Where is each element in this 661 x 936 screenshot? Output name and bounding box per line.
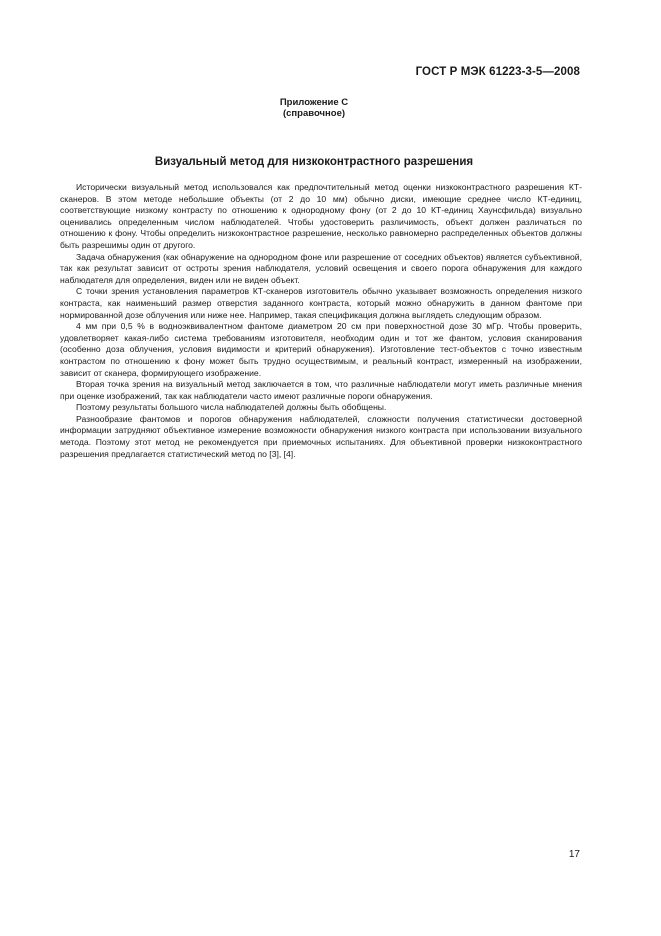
paragraph: Вторая точка зрения на визуальный метод заключается в том, что различные наблюдатели могут иметь различные мнения при оценке изображений, так как наблюдатели часто имеют различные пороги обнаружения. xyxy=(60,379,582,401)
section-title: Визуальный метод для низкоконтрастного разрешения xyxy=(154,156,474,168)
paragraph: Задача обнаружения (как обнаружение на однородном фоне или разрешение от соседних объектов) является субъективной, так как результат зависит от остроты зрения наблюдателя, условий освещения и своего порога обнаружения для каждого наблюдателя для определения, виден или не виден объект. xyxy=(60,251,582,285)
paragraph: Разнообразие фантомов и порогов обнаружения наблюдателей, сложности получения статистически достоверной информации затрудняют объективное измерение возможности обнаружения низкого контраста при использовании визуального метода. Поэтому этот метод не рекомендуется при приемочных испытаниях. Для объективной проверки низкоконтрастного разрешения предлагается статистический метод по [3], [4]. xyxy=(60,413,582,459)
document-header-standard-code: ГОСТ Р МЭК 61223-3-5—2008 xyxy=(415,66,580,78)
body-text xyxy=(60,182,582,460)
paragraph: Исторически визуальный метод использовался как предпочтительный метод оценки низкоконтрастного разрешения КТ-сканеров. В этом методе небольшие объекты (от 2 до 10 мм) обычно диски, имеющие среднее число КТ-единиц, соответствующие низкому контрасту по отношению к однородному фону (от 2 до 10 КТ-единиц Хаунсфильда) визуально оценивались определенным числом наблюдателей. Чтобы удостоверить различимость, объект должен различаться по отношению к фону. Чтобы определить низкоконтрастное разрешение, несколько равномерно распределенных объектов должны быть разрешимы один от другого. xyxy=(60,182,582,250)
appendix-label: Приложение С xyxy=(279,97,349,108)
appendix-type: (справочное) xyxy=(282,108,346,119)
paragraph: 4 мм при 0,5 % в водноэквивалентном фантоме диаметром 20 см при поверхностной дозе 30 мГр. Чтобы проверить, удовлетворяет какая-либо система требованиям изготовителя, необходим один и тот же фантом, условия сканирования (особенно доза облучения, условия видимости и критерий обнаружения). Изготовление тест-объектов с точно известным контрастом по отношению к фону может быть трудно осуществимым, и реальный контраст, измеренный на изображении, зависит от сканера, формирующего изображение. xyxy=(60,321,582,378)
appendix-heading xyxy=(0,97,628,119)
page-number: 17 xyxy=(568,849,580,860)
paragraph: С точки зрения установления параметров КТ-сканеров изготовитель обычно указывает возможность определения низкого контраста, как наименьший размер отверстия заданного контраста, который можно обнаружить в данном фантоме при нормированной дозе облучения или ниже нее. Например, такая спецификация должна выглядеть следующим образом. xyxy=(60,286,582,320)
paragraph: Поэтому результаты большого числа наблюдателей должны быть обобщены. xyxy=(76,402,387,413)
